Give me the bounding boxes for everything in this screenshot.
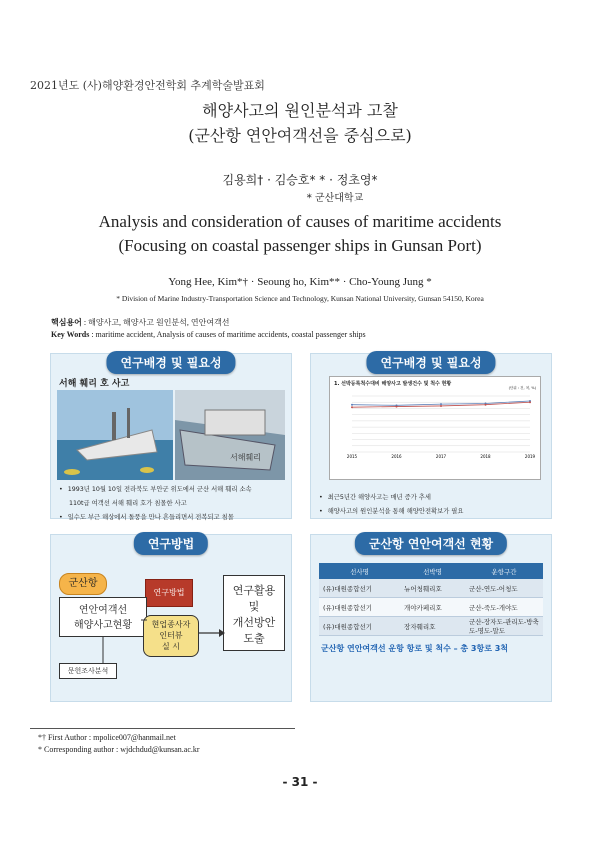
chart-x-tick: 2017 <box>435 454 447 459</box>
ferry-summary: 군산항 연안여객선 운항 항로 및 척수 – 총 3항로 3척 <box>321 644 509 653</box>
salvaged-ship-photo <box>175 390 285 480</box>
chart-point <box>351 404 353 406</box>
panel-title: 연구배경 및 필요성 <box>366 351 495 374</box>
keywords-en-label: Key Words <box>51 330 90 339</box>
panel-title: 연구방법 <box>134 532 208 555</box>
affiliation-en: * Division of Marine Industry-Transportation Science and Technology, Kunsan National University, Gunsan 54150, Korea <box>116 294 484 303</box>
footnote-corresponding: * Corresponding author : wjdchdud@kunsan.ac.kr <box>38 745 200 754</box>
footnote-first-author: *† First Author : mpolice007@hanmail.net <box>38 733 176 742</box>
authors-en: Yong Hee, Kim*† · Seoung ho, Kim** · Cho-Young Jung * <box>168 276 432 288</box>
col-header: 선박명 <box>400 563 465 579</box>
cell: 군산-연도-어청도 <box>465 579 543 598</box>
footnote-divider <box>30 728 295 729</box>
panel-bullet-cont: 110t급 여객선 서해 훼리 호가 침몰한 사고 <box>69 500 187 507</box>
panel-bullet: • 최근5년간 해양사고는 매년 증가 추세 <box>319 492 431 501</box>
title-ko-line2: (군산항 연안여객선을 중심으로) <box>188 126 412 145</box>
node-port: 군산항 <box>59 573 107 595</box>
panel-background <box>50 353 292 519</box>
panel-subtitle: 서해 훼리 호 사고 <box>59 379 130 389</box>
panel-title: 연구배경 및 필요성 <box>106 351 235 374</box>
cell: (유)대원종합선기 <box>319 579 400 598</box>
chart-title: 1. 선박등록척수대비 해양사고 발생건수 및 척수 현황 <box>334 381 452 387</box>
node-literature: 문헌조사분석 <box>59 663 117 679</box>
node-interview-line2: 인터뷰 <box>159 631 183 640</box>
panel-background <box>310 353 552 519</box>
keywords-ko <box>51 317 230 328</box>
title-en-line1: Analysis and consideration of causes of maritime accidents <box>98 212 502 231</box>
node-result-line1: 연구활용 <box>232 584 276 597</box>
node-status-line1: 연안여객선 <box>78 605 128 616</box>
panel-background <box>50 534 292 702</box>
node-result-line2: 및 <box>248 600 260 613</box>
title-en-line2: (Focusing on coastal passenger ships in Gunsan Port) <box>118 236 482 255</box>
chart-point <box>440 405 442 407</box>
chart-x-tick: 2016 <box>391 454 402 459</box>
ferry-table <box>319 563 543 636</box>
chart-x-tick: 2018 <box>480 454 491 459</box>
node-result-line4: 도출 <box>243 632 265 645</box>
page-number: - 31 - <box>282 775 318 789</box>
accident-chart <box>329 376 541 480</box>
chart-point <box>351 406 353 408</box>
keywords-en <box>51 330 366 339</box>
panel-bullet: • 일수도 부근 해상에서 돌풍을 만나 흔들리면서 전복되고 침몰 <box>59 512 234 521</box>
panel-background <box>310 534 552 702</box>
node-interview-line3: 실 시 <box>162 642 180 651</box>
authors-ko: 김용희† · 김승호* * · 정초영* <box>222 173 378 187</box>
affiliation-ko: * 군산대학교 <box>306 193 364 204</box>
table-row <box>319 579 543 598</box>
keywords-ko-label: 핵심용어 <box>51 318 82 327</box>
cell: 군산-장자도-관리도-방축도-명도-말도 <box>465 617 543 636</box>
node-status-line2: 해양사고현황 <box>74 620 132 631</box>
chart-point <box>396 406 398 408</box>
chart-x-tick: 2019 <box>524 454 536 459</box>
keywords-en-text: : maritime accident, Analysis of causes of maritime accidents, coastal passenger ships <box>89 330 366 339</box>
node-interview-line1: 현업종사자 <box>151 620 191 629</box>
table-row <box>319 598 543 617</box>
cell: (유)대원종합선기 <box>319 617 400 636</box>
chart-plot <box>330 390 540 460</box>
chart-point <box>529 401 531 403</box>
cell: 군산-죽도-개야도 <box>465 598 543 617</box>
capsized-ship-photo <box>57 390 173 480</box>
cell: (유)대원종합선기 <box>319 598 400 617</box>
chart-point <box>485 404 487 406</box>
node-result-line3: 개선방안 <box>232 616 276 629</box>
chart-unit: (단위 : 건, 척, %) <box>508 386 536 390</box>
cell: 장자훼리호 <box>400 617 465 636</box>
panel-title: 군산항 연안여객선 현황 <box>355 532 507 555</box>
chart-point <box>440 403 442 405</box>
cell: 개야카페리호 <box>400 598 465 617</box>
chart-x-tick: 2015 <box>346 454 358 459</box>
node-method: 연구방법 <box>145 579 193 607</box>
title-ko-line1: 해양사고의 원인분석과 고찰 <box>202 101 398 120</box>
col-header: 운항구간 <box>465 563 543 579</box>
keywords-ko-text: : 해양사고, 해양사고 원인분석, 연안여객선 <box>81 318 230 327</box>
cell: 뉴어청훼리호 <box>400 579 465 598</box>
svg-text:서해훼리: 서해훼리 <box>230 453 261 462</box>
panel-bullet: • 해양사고의 원인분석을 통해 해양안전확보가 필요 <box>319 506 463 515</box>
conference-header: 2021년도 (사)해양환경안전학회 추계학술발표회 <box>30 79 265 92</box>
table-row <box>319 617 543 636</box>
panel-bullet: • 1993년 10월 10일 전라북도 부안군 위도에서 군산 서해 훼리 소속 <box>59 484 252 493</box>
col-header: 선사명 <box>319 563 400 579</box>
